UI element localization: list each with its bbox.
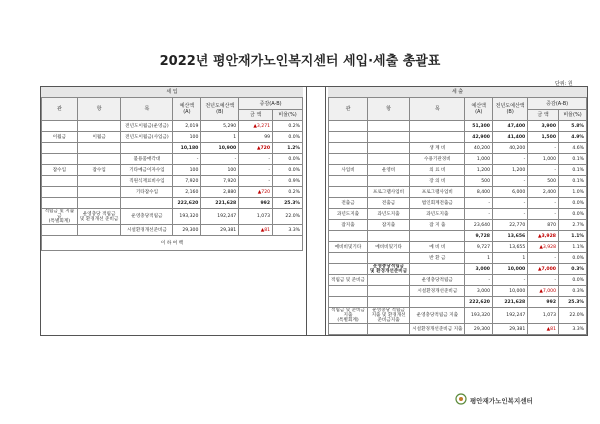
col-budget: 예산액 (A) (465, 98, 493, 121)
cell-rate: 0.0% (273, 154, 303, 165)
cell-gwan (329, 264, 368, 275)
cell-amt: 500 (528, 176, 559, 187)
cell-hang: 프로그램사업비 (367, 187, 409, 198)
cell-hang: 운영충당 적립금 및 환경개선 준비금 (77, 209, 121, 225)
cell-amt: - (528, 198, 559, 209)
income-table (41, 97, 303, 251)
cell-prev: - (493, 154, 528, 165)
cell-mok: 운영충당적립금 (410, 275, 465, 286)
cell-prev: 221,628 (201, 198, 239, 209)
cell-hang: 전출금 (367, 198, 409, 209)
cell-budget: 29,300 (465, 324, 493, 335)
cell-hang (77, 187, 121, 198)
cell-prev: 29,381 (201, 225, 239, 236)
cell-amt: ▲81 (239, 225, 273, 236)
cell-gwan (329, 187, 368, 198)
cell-gwan (329, 324, 368, 335)
cell-gwan: 적립금 및 지출금 (특별회계) (42, 209, 78, 225)
cell-budget: - (465, 209, 493, 220)
cell-budget: 193,320 (465, 308, 493, 324)
table-row (329, 198, 587, 209)
cell-rate: 0.1% (559, 176, 587, 187)
col-mok: 목 (121, 98, 173, 121)
cell-hang (77, 143, 121, 154)
cell-rate: 0.0% (559, 209, 587, 220)
cell-hang (367, 253, 409, 264)
cell-prev: 29,381 (493, 324, 528, 335)
expense-section-title: 세 출 (328, 87, 587, 98)
cell-hang (367, 143, 409, 154)
cell-mok (410, 121, 465, 132)
cell-rate: 3.3% (559, 324, 587, 335)
cell-amt: - (239, 165, 273, 176)
cell-rate: 0.0% (559, 253, 587, 264)
cell-budget: 222,620 (173, 198, 201, 209)
cell-gwan (42, 176, 78, 187)
cell-gwan (329, 286, 368, 297)
cell-budget: 193,320 (173, 209, 201, 225)
table-row (42, 187, 303, 198)
cell-amt: ▲3,928 (528, 231, 559, 242)
col-mok: 목 (410, 98, 465, 121)
cell-gwan: 예비비및기타 (329, 242, 368, 253)
cell-budget: 222,620 (465, 297, 493, 308)
cell-rate: 4.9% (559, 132, 587, 143)
cell-rate: 22.0% (559, 308, 587, 324)
cell-hang: 과년도지출 (367, 209, 409, 220)
cell-mok: 예 비 비 (410, 242, 465, 253)
cell-gwan (42, 121, 78, 132)
cell-gwan (329, 121, 368, 132)
cell-amt: 99 (239, 132, 273, 143)
cell-mok (121, 198, 173, 209)
cell-hang (367, 275, 409, 286)
cell-rate: 22.0% (273, 209, 303, 225)
cell-gwan (42, 225, 78, 236)
cell-prev: 192,247 (201, 209, 239, 225)
cell-rate: 0.0% (559, 198, 587, 209)
table-row (42, 121, 303, 132)
cell-prev: - (493, 275, 528, 286)
cell-mok: 불용품매각대 (121, 154, 173, 165)
col-rate: 비율(%) (273, 110, 303, 121)
income-section-title: 세 입 (41, 87, 303, 98)
cell-gwan (42, 143, 78, 154)
cell-rate: 5.8% (559, 121, 587, 132)
cell-prev: 40,200 (493, 143, 528, 154)
cell-hang: 운영비 (367, 165, 409, 176)
col-amount: 금 액 (528, 110, 559, 121)
table-row (329, 220, 587, 231)
cell-mok: 전년도이월금(운영금) (121, 121, 173, 132)
cell-gwan: 이월금 (42, 132, 78, 143)
cell-amt: ▲7,000 (528, 286, 559, 297)
cell-gwan: 잡지출 (329, 220, 368, 231)
cell-hang: 운영충당적립금 및 환경개선준비금 (367, 264, 409, 275)
cell-rate: 1.1% (559, 231, 587, 242)
col-hang: 항 (77, 98, 121, 121)
cell-rate: 0.0% (559, 275, 587, 286)
cell-prev: 6,000 (493, 187, 528, 198)
cell-rate: 0.2% (273, 187, 303, 198)
cell-rate: 0.3% (559, 264, 587, 275)
remainder-blank-note: 이 하 여 백 (42, 236, 303, 251)
cell-rate: 0.1% (559, 154, 587, 165)
cell-amt: - (528, 165, 559, 176)
cell-budget: 51,300 (465, 121, 493, 132)
col-diff: 증감(A-B) (239, 98, 303, 110)
cell-mok (410, 264, 465, 275)
cell-budget: 2,160 (173, 187, 201, 198)
cell-budget: - (173, 154, 201, 165)
cell-rate: 3.3% (273, 225, 303, 236)
cell-gwan (329, 132, 368, 143)
cell-gwan (42, 187, 78, 198)
cell-gwan (329, 231, 368, 242)
cell-prev: 7,920 (201, 176, 239, 187)
col-budget: 예산액 (A) (173, 98, 201, 121)
cell-prev: 13,656 (493, 231, 528, 242)
cell-amt: 870 (528, 220, 559, 231)
cell-hang: 잡지출 (367, 220, 409, 231)
cell-mok: 반 환 금 (410, 253, 465, 264)
unit-label: 단위: 원 (555, 81, 573, 87)
cell-mok: 의 료 비 (410, 165, 465, 176)
cell-amt: ▲81 (528, 324, 559, 335)
cell-gwan (329, 143, 368, 154)
cell-rate: 1.2% (273, 143, 303, 154)
table-row (329, 187, 587, 198)
summary-table-frame (40, 86, 588, 336)
table-row (42, 209, 303, 225)
cell-amt: ▲720 (239, 187, 273, 198)
cell-prev: 221,628 (493, 297, 528, 308)
table-row (42, 236, 303, 251)
cell-mok (410, 297, 465, 308)
table-row (329, 176, 587, 187)
cell-amt: ▲7,000 (528, 264, 559, 275)
cell-mok: 운영충당적립금 지출 (410, 308, 465, 324)
cell-hang: 예비비및기타 (367, 242, 409, 253)
cell-prev: 2,880 (201, 187, 239, 198)
table-row (329, 143, 587, 154)
cell-amt: - (239, 154, 273, 165)
col-hang: 항 (367, 98, 409, 121)
cell-gwan (329, 154, 368, 165)
cell-gwan (329, 176, 368, 187)
cell-gwan (329, 253, 368, 264)
col-gwan: 관 (42, 98, 78, 121)
cell-amt: ▲3,928 (528, 242, 559, 253)
cell-amt: ▲720 (239, 143, 273, 154)
expense-section (328, 87, 587, 335)
cell-prev: - (493, 198, 528, 209)
cell-mok: 법인회계전출금 (410, 198, 465, 209)
cell-amt: ▲3,271 (239, 121, 273, 132)
cell-gwan: 적립금 및 준비금 (329, 275, 368, 286)
cell-mok: 과년도지출 (410, 209, 465, 220)
cell-hang (367, 231, 409, 242)
cell-amt: - (528, 209, 559, 220)
cell-gwan (329, 297, 368, 308)
cell-amt: 1,073 (239, 209, 273, 225)
cell-rate: 25.3% (559, 297, 587, 308)
income-section (41, 87, 303, 335)
cell-hang (77, 176, 121, 187)
cell-mok (410, 231, 465, 242)
cell-mok: 시설환경개선준비금 지출 (410, 324, 465, 335)
column-divider (306, 87, 326, 335)
cell-prev: 22,770 (493, 220, 528, 231)
table-row (42, 132, 303, 143)
cell-amt: - (528, 253, 559, 264)
center-logo-text: 평안재가노인복지센터 (470, 397, 533, 405)
cell-prev: 13,655 (493, 242, 528, 253)
cell-prev: - (201, 154, 239, 165)
table-row (329, 264, 587, 275)
cell-mok (410, 132, 465, 143)
cell-gwan: 전출금 (329, 198, 368, 209)
cell-prev: 10,900 (201, 143, 239, 154)
cell-budget: 100 (173, 165, 201, 176)
table-row (329, 275, 587, 286)
cell-hang: 잡수입 (77, 165, 121, 176)
cell-gwan: 적립금 및 준비금 지출 (특별회계) (329, 308, 368, 324)
page-title: 2022년 평안재가노인복지센터 세입·세출 총괄표 (159, 54, 441, 69)
cell-hang (77, 225, 121, 236)
expense-table (328, 97, 587, 335)
cell-mok: 기타잡수입 (121, 187, 173, 198)
cell-hang (77, 198, 121, 209)
cell-mok: 직원식재료비수입 (121, 176, 173, 187)
cell-hang (367, 286, 409, 297)
col-prev: 전년도예산액 (B) (201, 98, 239, 121)
cell-hang (367, 324, 409, 335)
cell-budget: 3,000 (465, 264, 493, 275)
cell-amt: - (528, 143, 559, 154)
cell-prev: - (493, 209, 528, 220)
table-row (329, 324, 587, 335)
cell-budget: 42,900 (465, 132, 493, 143)
table-row (329, 154, 587, 165)
cell-mok: 기타예금이자수입 (121, 165, 173, 176)
cell-rate: 2.7% (559, 220, 587, 231)
cell-mok (121, 143, 173, 154)
cell-rate: 1.0% (559, 187, 587, 198)
cell-amt: 1,073 (528, 308, 559, 324)
table-row (329, 253, 587, 264)
table-row (329, 286, 587, 297)
cell-hang (367, 154, 409, 165)
cell-mok: 장 의 비 (410, 176, 465, 187)
table-row (329, 297, 587, 308)
table-row (329, 132, 587, 143)
cell-prev: 100 (201, 165, 239, 176)
table-row (42, 143, 303, 154)
table-row (42, 198, 303, 209)
cell-hang (77, 154, 121, 165)
cell-rate: 0.3% (559, 286, 587, 297)
table-row (329, 209, 587, 220)
table-row (329, 231, 587, 242)
cell-budget: 10,180 (173, 143, 201, 154)
col-gwan: 관 (329, 98, 368, 121)
center-logo-icon (455, 393, 467, 405)
cell-budget: - (465, 198, 493, 209)
cell-amt: 1,000 (528, 154, 559, 165)
cell-budget: 2,019 (173, 121, 201, 132)
table-row (329, 308, 587, 324)
table-row (42, 225, 303, 236)
cell-prev: 1,200 (493, 165, 528, 176)
cell-prev: 192,247 (493, 308, 528, 324)
cell-hang (367, 132, 409, 143)
cell-prev: 1 (201, 132, 239, 143)
cell-amt: 992 (528, 297, 559, 308)
cell-budget: 1,000 (465, 154, 493, 165)
cell-mok: 시설환경개선준비금 (121, 225, 173, 236)
table-row (329, 121, 587, 132)
cell-gwan: 과년도지출 (329, 209, 368, 220)
cell-hang: 운영충당 적립금 지출 및 환경개선 준비금지출 (367, 308, 409, 324)
cell-budget: 29,300 (173, 225, 201, 236)
cell-hang: 이월금 (77, 132, 121, 143)
cell-budget: 1 (465, 253, 493, 264)
cell-mok: 생 계 비 (410, 143, 465, 154)
cell-budget: 8,400 (465, 187, 493, 198)
cell-hang (367, 176, 409, 187)
cell-rate: 0.0% (273, 132, 303, 143)
table-row (42, 176, 303, 187)
col-rate: 비율(%) (559, 110, 587, 121)
cell-mok: 시설환경개선준비금 (410, 286, 465, 297)
cell-amt: 1,500 (528, 132, 559, 143)
cell-budget: 3,000 (465, 286, 493, 297)
cell-budget: 100 (173, 132, 201, 143)
cell-budget: - (465, 275, 493, 286)
cell-prev: - (493, 176, 528, 187)
cell-gwan: 잡수입 (42, 165, 78, 176)
table-row (329, 165, 587, 176)
cell-prev: 41,400 (493, 132, 528, 143)
cell-prev: 10,000 (493, 286, 528, 297)
cell-amt: - (528, 275, 559, 286)
cell-rate: 1.1% (559, 242, 587, 253)
cell-budget: 9,728 (465, 231, 493, 242)
cell-rate: 0.2% (273, 121, 303, 132)
cell-rate: 0.0% (273, 165, 303, 176)
cell-budget: 40,200 (465, 143, 493, 154)
cell-mok: 프로그램사업비 (410, 187, 465, 198)
cell-gwan (42, 198, 78, 209)
cell-budget: 9,727 (465, 242, 493, 253)
cell-prev: 10,000 (493, 264, 528, 275)
cell-gwan: 사업비 (329, 165, 368, 176)
cell-amt: 2,400 (528, 187, 559, 198)
cell-rate: 25.3% (273, 198, 303, 209)
cell-amt: - (239, 176, 273, 187)
col-prev: 전년도예산액 (B) (493, 98, 528, 121)
cell-amt: 992 (239, 198, 273, 209)
table-row (42, 154, 303, 165)
cell-hang (367, 297, 409, 308)
table-row (42, 165, 303, 176)
col-diff: 증감(A-B) (528, 98, 587, 110)
cell-rate: 4.6% (559, 143, 587, 154)
cell-budget: 1,200 (465, 165, 493, 176)
cell-rate: 0.9% (273, 176, 303, 187)
cell-amt: 3,900 (528, 121, 559, 132)
cell-gwan (42, 154, 78, 165)
cell-hang (367, 121, 409, 132)
cell-budget: 23,640 (465, 220, 493, 231)
table-row (329, 242, 587, 253)
col-amount: 금 액 (239, 110, 273, 121)
cell-budget: 500 (465, 176, 493, 187)
cell-mok: 잡 지 출 (410, 220, 465, 231)
cell-mok: 수용기관경비 (410, 154, 465, 165)
cell-budget: 7,920 (173, 176, 201, 187)
cell-rate: 0.1% (559, 165, 587, 176)
cell-prev: 5,290 (201, 121, 239, 132)
cell-hang (77, 121, 121, 132)
cell-mok: 전년도이월금(사업금) (121, 132, 173, 143)
cell-prev: 47,400 (493, 121, 528, 132)
cell-mok: 운영충당적립금 (121, 209, 173, 225)
cell-prev: 1 (493, 253, 528, 264)
